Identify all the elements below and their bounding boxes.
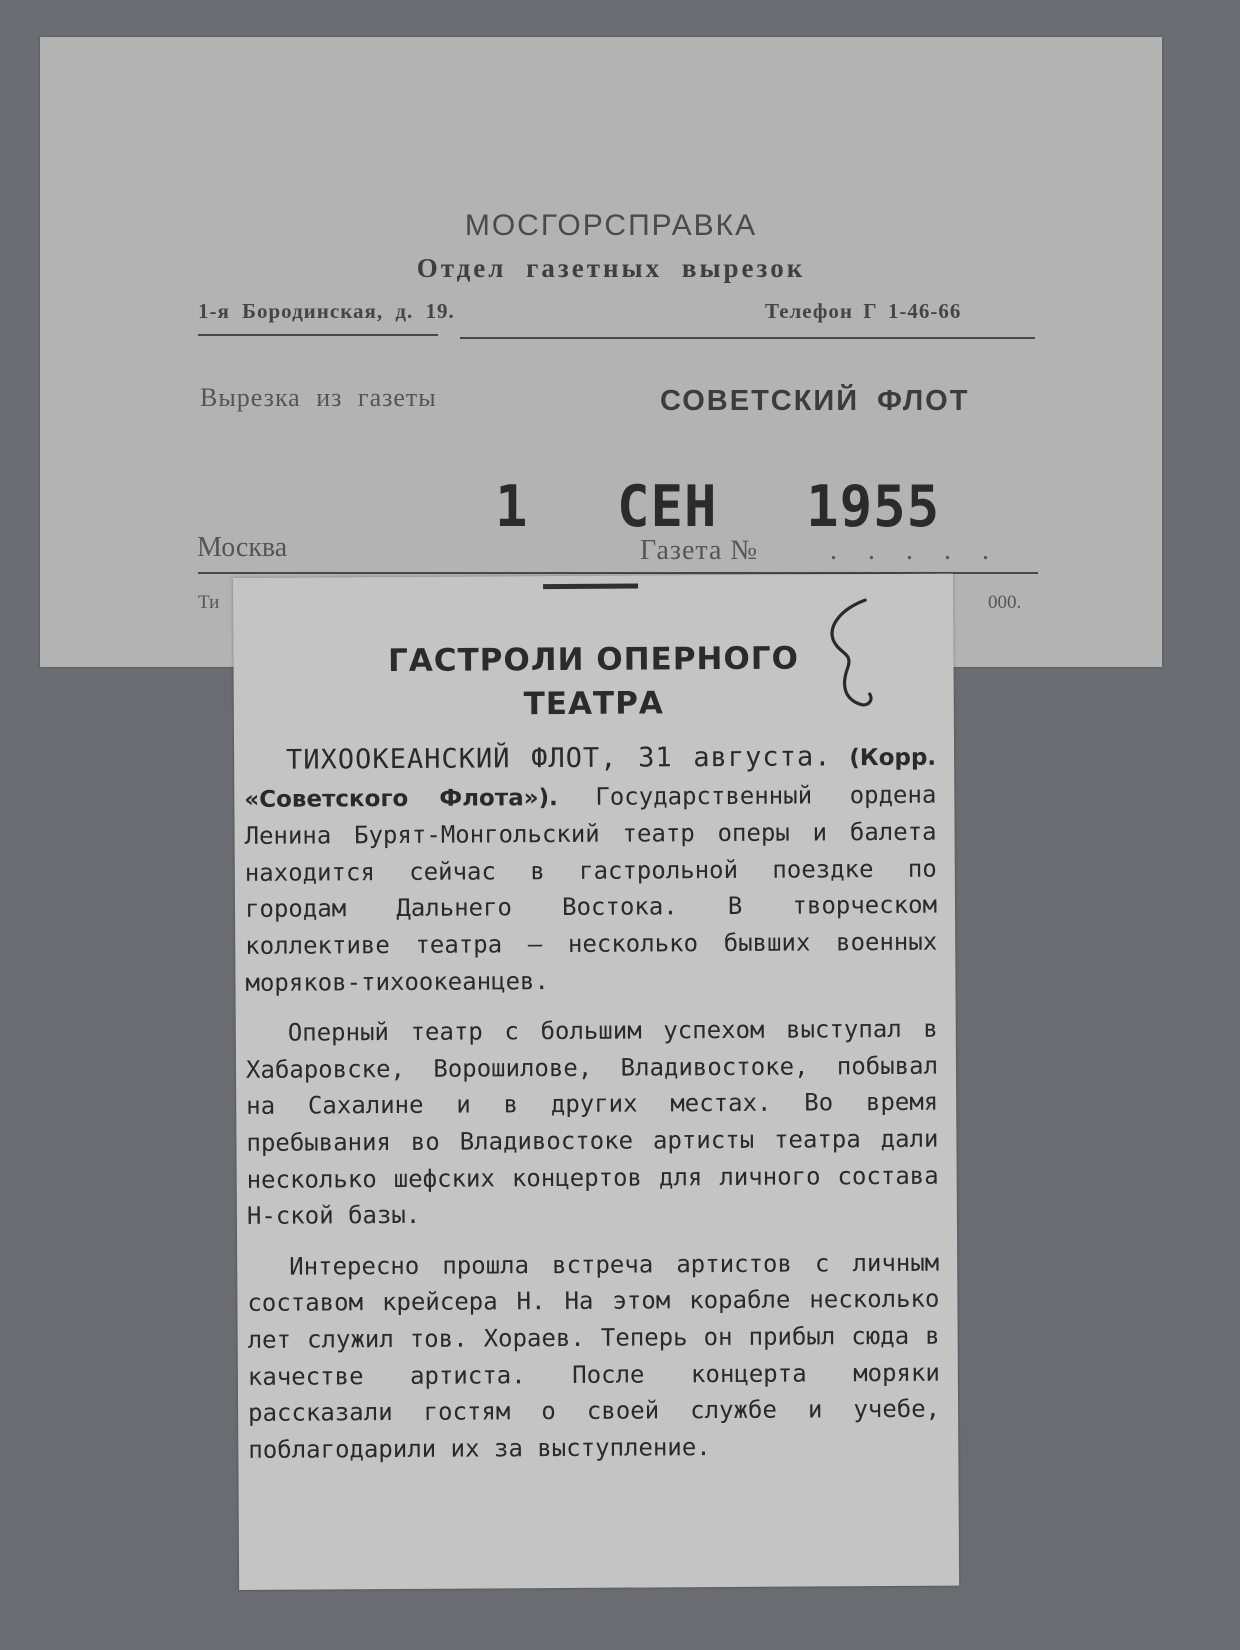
clipping-service-form — [40, 37, 1162, 667]
newspaper-clipping — [233, 574, 959, 1590]
department-name: Отдел газетных вырезок — [416, 253, 806, 283]
article-headline-line1: ГАСТРОЛИ ОПЕРНОГО — [387, 640, 800, 680]
article-dateline: ТИХООКЕАНСКИЙ ФЛОТ, 31 августа. — [286, 741, 832, 776]
print-info-right: 000. — [988, 592, 1022, 613]
city-label: Москва — [197, 532, 288, 563]
article-headline-line2: ТЕАТРА — [523, 685, 664, 723]
article-paragraph — [244, 739, 938, 1001]
date-stamp: 1 СЕН 1955 — [495, 473, 941, 540]
divider-line — [460, 337, 1035, 339]
issue-number-label: Газета № — [640, 535, 759, 566]
article-correspondent: (Корр. «Советского Флота»). — [244, 744, 937, 813]
article-paragraph: Интересно прошла встреча артистов с личным составом крейсера Н. На этом корабле несколько лет служил тов. Хораев. Теперь он прибыл сюда в качестве артиста. После концерта моряки рассказали гостям о своей службе и учебе, поблагодарили их за выступление. — [247, 1248, 941, 1464]
handwritten-mark — [813, 594, 884, 714]
cutting-from-label: Вырезка из газеты — [200, 383, 437, 412]
bureau-address: 1-я Бородинская, д. 19. — [198, 299, 455, 323]
article-paragraph: Оперный театр с большим успехом выступал в Хабаровске, Ворошилове, Владивостоке, побывал на Сахалине и в других местах. Во время пребывания во Владивостоке артисты театра дали несколько шефских концертов для личного состава Н-ской базы. — [245, 1014, 939, 1231]
bureau-name: МОСГОРСПРАВКА — [464, 209, 758, 242]
bureau-phone: Телефон Г 1-46-66 — [765, 299, 962, 323]
issue-number-blank: . . . . . — [830, 535, 1001, 566]
newspaper-name: СОВЕТСКИЙ ФЛОТ — [660, 385, 970, 417]
divider-line — [198, 334, 438, 336]
article-body — [244, 739, 941, 1482]
print-info-left: Ти — [198, 592, 220, 613]
article-paragraph-text: Государственный ордена Ленина Бурят-Монгольский театр оперы и балета находится сейчас в гастрольной поездке по городам Дальнего Востока. В творческом коллективе театра — несколько бывших военных моряков-тихоокеанцев. — [244, 780, 938, 997]
column-top-rule — [543, 584, 638, 590]
